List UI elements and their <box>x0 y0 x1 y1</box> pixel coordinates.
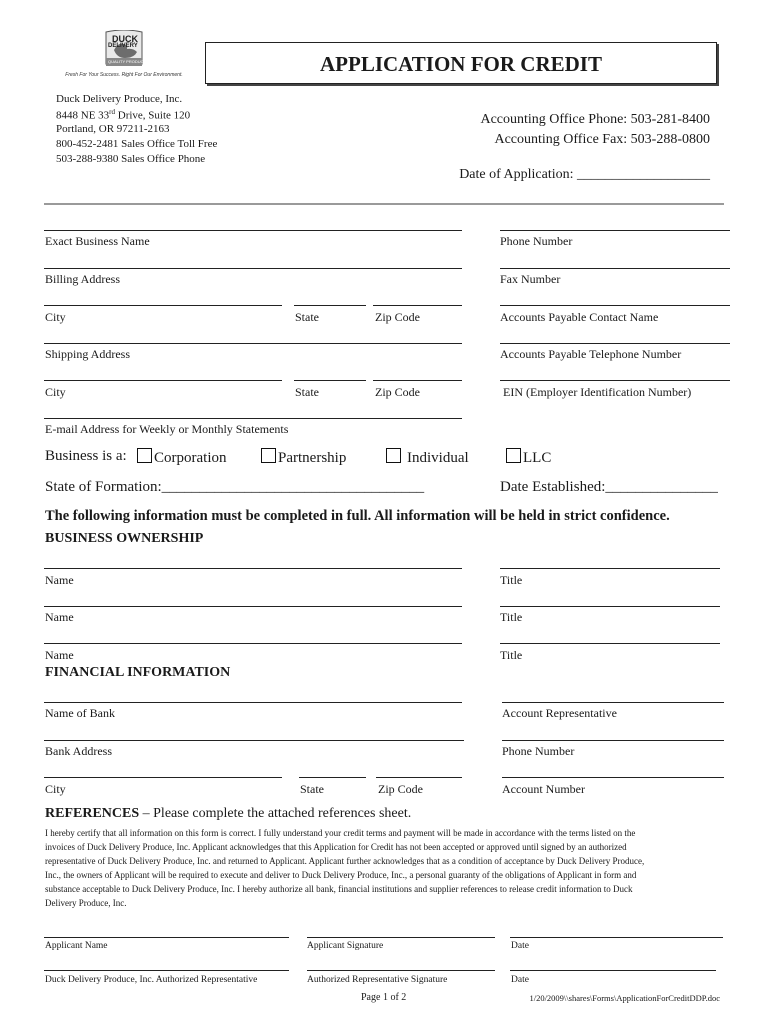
bank-phone-label: Phone Number <box>502 744 575 758</box>
rep-signature-field[interactable] <box>307 970 495 971</box>
llc-option[interactable]: LLC <box>506 448 551 467</box>
logo-word2: DELIVERY <box>108 43 138 49</box>
ap-contact-field[interactable] <box>500 305 730 306</box>
city-label: City <box>45 310 66 324</box>
date1-field[interactable] <box>510 937 723 938</box>
account-rep-label: Account Representative <box>502 706 617 720</box>
financial-heading: FINANCIAL INFORMATION <box>45 665 231 680</box>
billing-address-label: Billing Address <box>45 272 121 286</box>
rep-label: Duck Delivery Produce, Inc. Authorized Representative <box>45 975 258 985</box>
header-divider <box>44 203 724 205</box>
company-city: Portland, OR 97211-2163 <box>56 123 170 135</box>
business-name-field[interactable] <box>44 230 462 231</box>
company-sales-phone: 503-288-9380 Sales Office Phone <box>56 153 206 165</box>
city2-label: City <box>45 385 66 399</box>
account-number-label: Account Number <box>502 782 585 796</box>
rep-name-field[interactable] <box>44 970 289 971</box>
partnership-option[interactable]: Partnership <box>261 448 346 467</box>
certification-text: I hereby certify that all information on this form is correct. I fully understand your credit terms and payment will be made in accordance with the terms listed on the invoices of Duck Delivery Produce, Inc. Applicant acknowledges that this Application for Credit has not been accepted or approved until signed by an authorized representative of Duck Delivery Produce, Inc. and returned to Applicant. Applicant further acknowledges that as a condition of acceptance by Duck Delivery Produce, Inc., the owners of Applicant will be required to execute and deliver to Duck Delivery Produce, Inc., a personal guaranty of the obligations of Applicant in form and substance acceptable to Duck Delivery Produce, Inc. I hereby authorize all bank, financial institutions and supplier references to release credit information to Duck Delivery Produce, Inc. <box>45 828 645 908</box>
account-number-field[interactable] <box>502 777 724 778</box>
owner1-name-label: Name <box>45 573 74 587</box>
owner2-title-field[interactable] <box>500 606 720 607</box>
form-title: APPLICATION FOR CREDIT <box>205 42 717 84</box>
bank-name-field[interactable] <box>44 702 462 703</box>
accounting-fax: Accounting Office Fax: 503-288-0800 <box>494 132 710 147</box>
applicant-name-label: Applicant Name <box>45 941 108 951</box>
owner3-title-field[interactable] <box>500 643 720 644</box>
owner2-name-field[interactable] <box>44 606 462 607</box>
ap-contact-label: Accounts Payable Contact Name <box>500 310 659 324</box>
llc-checkbox[interactable] <box>506 448 521 463</box>
applicant-signature-label: Applicant Signature <box>307 941 384 951</box>
owner1-name-field[interactable] <box>44 568 462 569</box>
owner3-name-field[interactable] <box>44 643 462 644</box>
logo-tagline: Fresh For Your Success. Right For Our Environment. <box>65 72 183 78</box>
state-field[interactable] <box>294 305 366 306</box>
shipping-address-label: Shipping Address <box>45 347 131 361</box>
references-line: REFERENCES – Please complete the attached references sheet. <box>45 806 412 821</box>
state2-field[interactable] <box>294 380 366 381</box>
phone-number-field[interactable] <box>500 230 730 231</box>
page-number: Page 1 of 2 <box>361 992 407 1003</box>
accounting-phone: Accounting Office Phone: 503-281-8400 <box>480 112 710 127</box>
email-label: E-mail Address for Weekly or Monthly Statements <box>45 422 289 436</box>
city2-field[interactable] <box>44 380 282 381</box>
corporation-checkbox[interactable] <box>137 448 152 463</box>
partnership-checkbox[interactable] <box>261 448 276 463</box>
ap-phone-label: Accounts Payable Telephone Number <box>500 347 682 361</box>
date1-label: Date <box>511 941 529 951</box>
file-path: 1/20/2009\\shares\Forms\ApplicationForCreditDDP.doc <box>529 993 720 1003</box>
zip2-label: Zip Code <box>375 385 420 399</box>
city-field[interactable] <box>44 305 282 306</box>
rep-signature-label: Authorized Representative Signature <box>307 975 448 985</box>
bank-name-label: Name of Bank <box>45 706 115 720</box>
date2-label: Date <box>511 975 529 985</box>
bank-city-field[interactable] <box>44 777 282 778</box>
bank-zip-label: Zip Code <box>378 782 423 796</box>
ein-field[interactable] <box>500 380 730 381</box>
logo-word1: DUCK <box>112 34 138 44</box>
bank-phone-field[interactable] <box>502 740 724 741</box>
individual-checkbox[interactable] <box>386 448 401 463</box>
zip-label: Zip Code <box>375 310 420 324</box>
shipping-address-field[interactable] <box>44 343 462 344</box>
email-field[interactable] <box>44 418 462 419</box>
zip-field[interactable] <box>373 305 462 306</box>
owner2-name-label: Name <box>45 610 74 624</box>
applicant-name-field[interactable] <box>44 937 289 938</box>
owner3-title-label: Title <box>500 648 523 662</box>
applicant-signature-field[interactable] <box>307 937 495 938</box>
confidentiality-notice: The following information must be completed in full. All information will be held in strict confidence. <box>45 508 670 524</box>
date-of-application[interactable]: Date of Application: ___________________ <box>459 167 710 182</box>
date2-field[interactable] <box>510 970 716 971</box>
company-name: Duck Delivery Produce, Inc. <box>56 93 183 105</box>
owner2-title-label: Title <box>500 610 523 624</box>
company-address: 8448 NE 33rd Drive, Suite 120 <box>56 108 191 122</box>
owner1-title-field[interactable] <box>500 568 720 569</box>
bank-state-label: State <box>300 782 324 796</box>
state-of-formation[interactable]: State of Formation:___________________________________ <box>45 479 425 495</box>
bank-city-label: City <box>45 782 66 796</box>
individual-option[interactable]: Individual <box>386 448 469 467</box>
billing-address-field[interactable] <box>44 268 462 269</box>
account-rep-field[interactable] <box>502 702 724 703</box>
company-logo <box>62 30 186 84</box>
owner3-name-label: Name <box>45 648 74 662</box>
ap-phone-field[interactable] <box>500 343 730 344</box>
bank-state-field[interactable] <box>299 777 366 778</box>
bank-address-label: Bank Address <box>45 744 112 758</box>
zip2-field[interactable] <box>373 380 462 381</box>
company-toll-free: 800-452-2481 Sales Office Toll Free <box>56 138 218 150</box>
ein-label: EIN (Employer Identification Number) <box>503 385 692 399</box>
bank-address-field[interactable] <box>44 740 464 741</box>
business-is-label: Business is a: <box>45 448 127 464</box>
state2-label: State <box>295 385 319 399</box>
exact-business-name-label: Exact Business Name <box>45 234 150 248</box>
fax-number-field[interactable] <box>500 268 730 269</box>
fax-number-label: Fax Number <box>500 272 561 286</box>
phone-number-label: Phone Number <box>500 234 573 248</box>
owner1-title-label: Title <box>500 573 523 587</box>
state-label: State <box>295 310 319 324</box>
corporation-option[interactable]: Corporation <box>137 448 227 467</box>
bank-zip-field[interactable] <box>376 777 462 778</box>
date-established[interactable]: Date Established:_______________ <box>500 479 718 495</box>
logo-badge: QUALITY PRODUCE <box>108 59 147 64</box>
ownership-heading: BUSINESS OWNERSHIP <box>45 531 204 546</box>
